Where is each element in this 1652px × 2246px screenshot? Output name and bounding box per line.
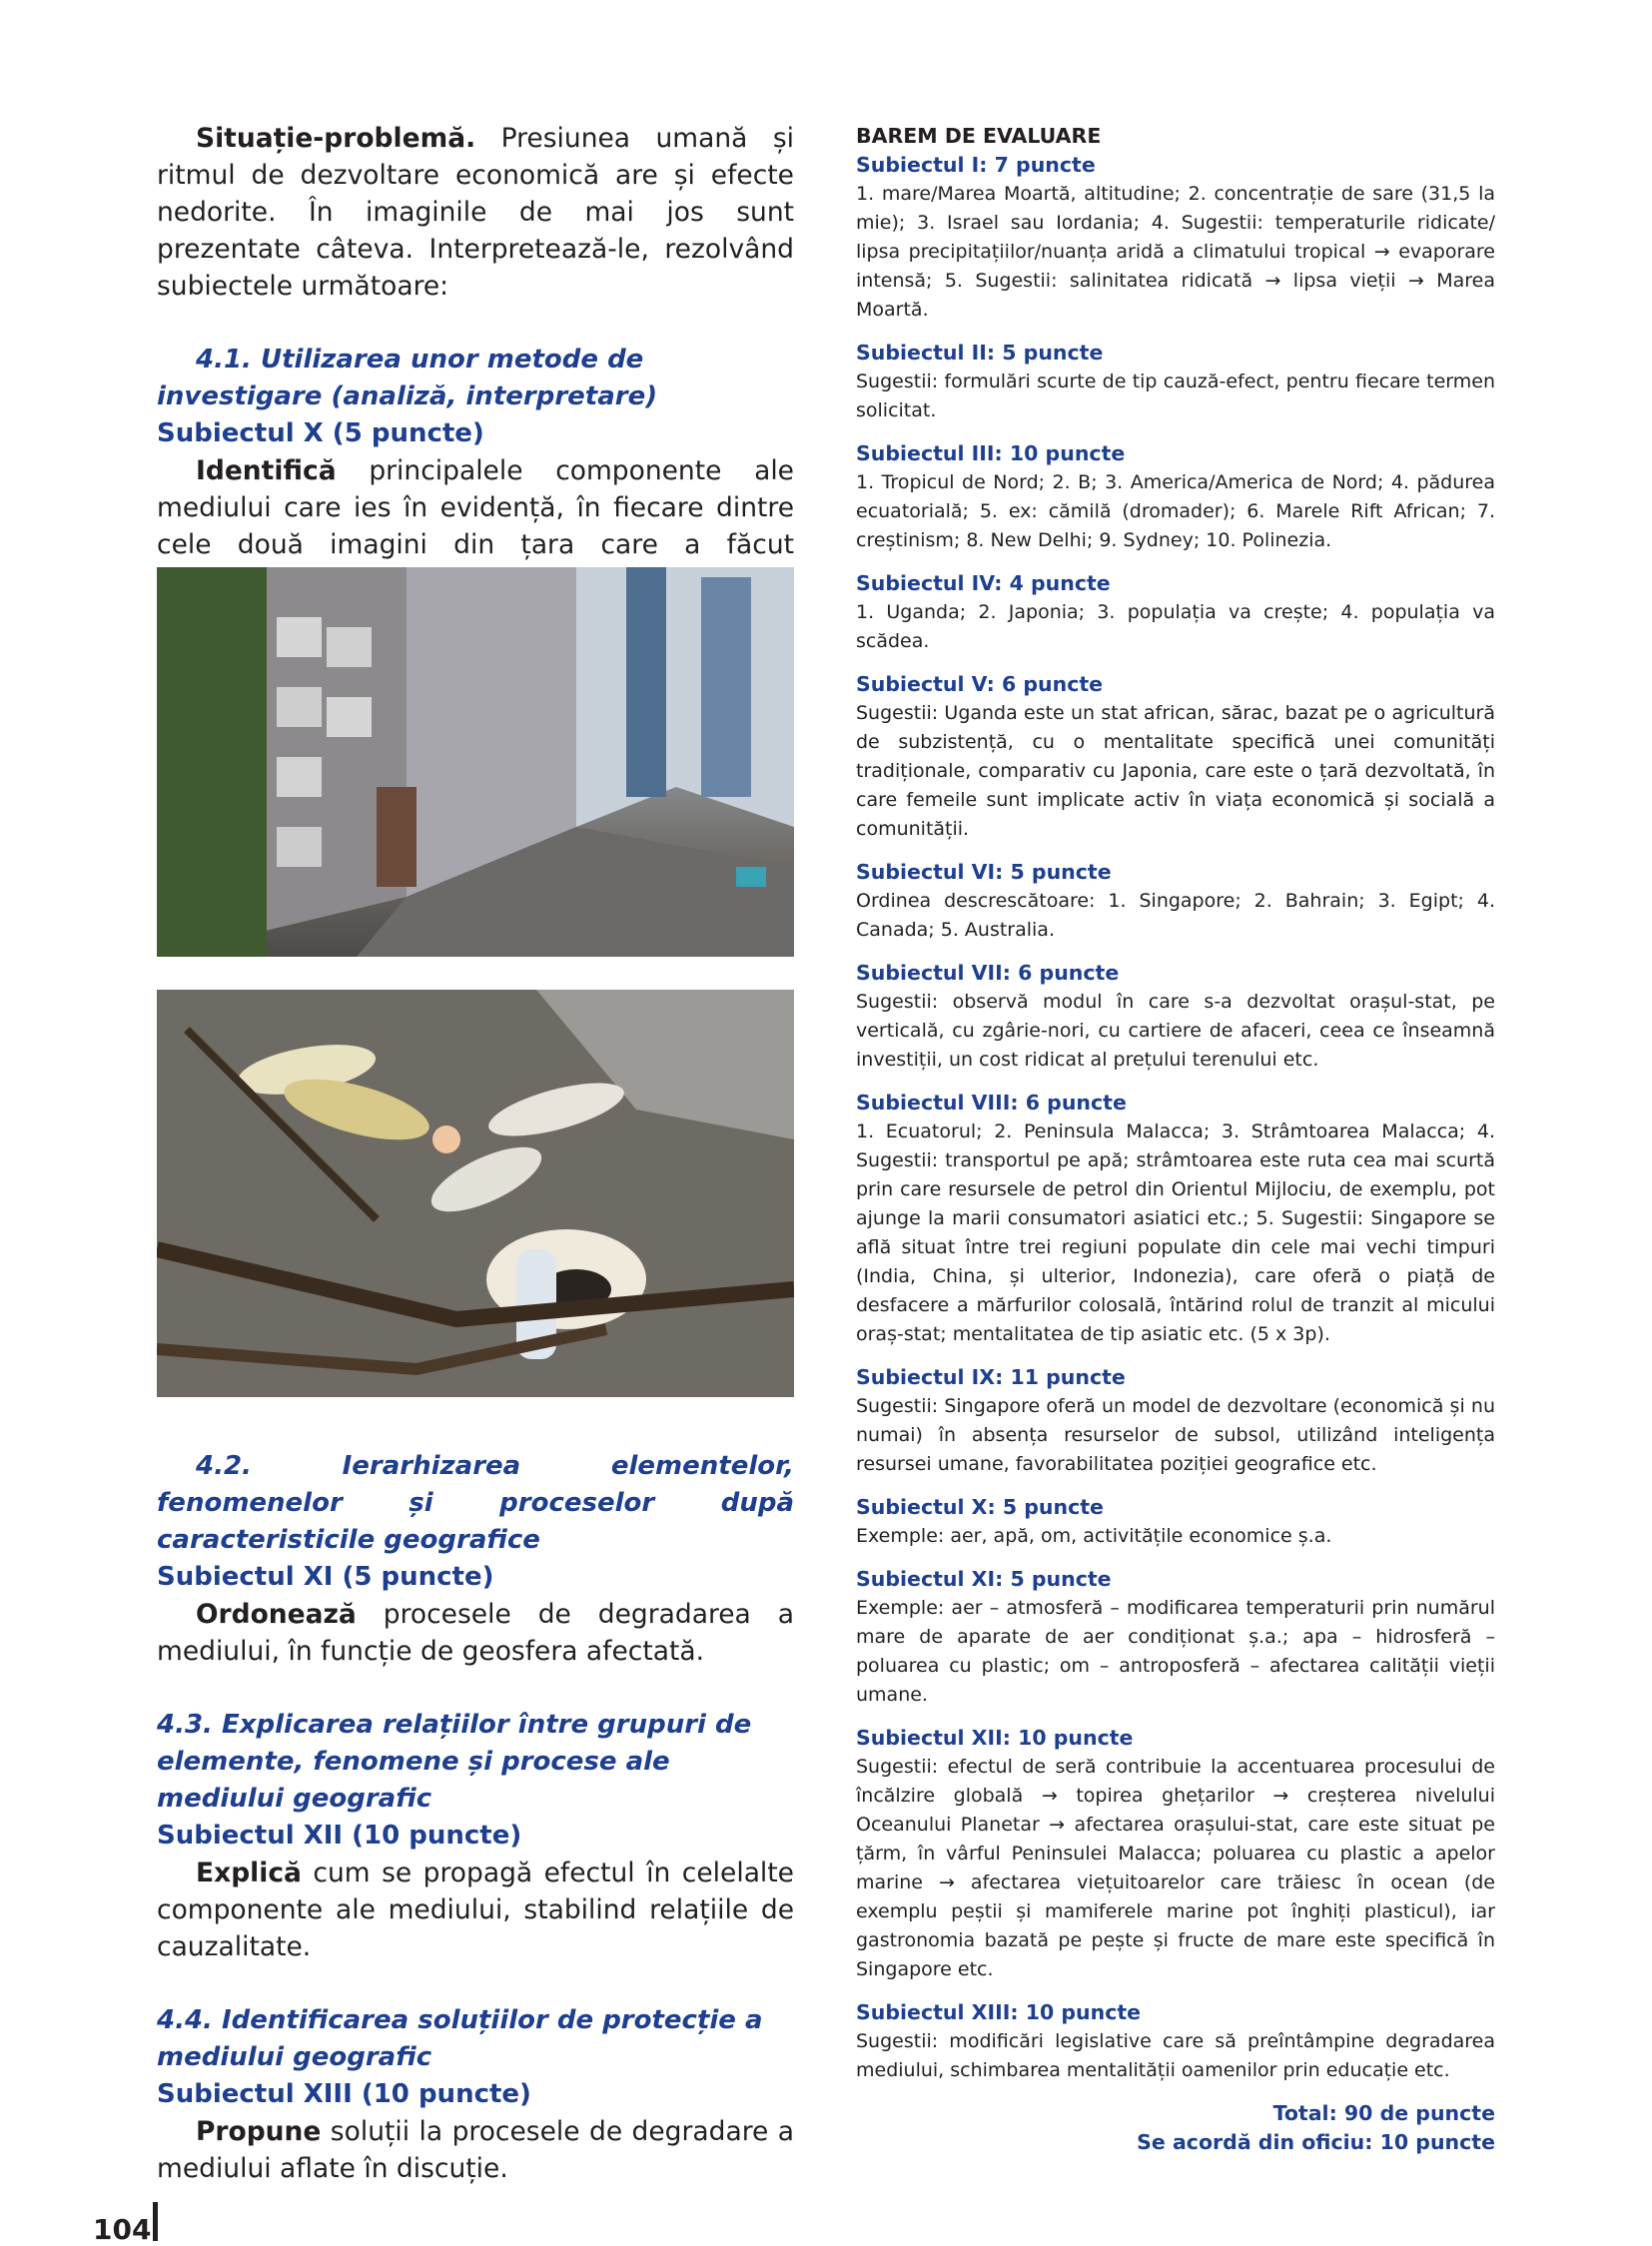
left-column xyxy=(157,120,794,600)
subject-score-heading: Subiectul I: 7 puncte xyxy=(856,153,1096,177)
subject-score-heading: Subiectul III: 10 puncte xyxy=(856,441,1126,465)
subject-score-heading: Subiectul IX: 11 puncte xyxy=(856,1365,1126,1389)
subject-score-heading: Subiectul VIII: 6 puncte xyxy=(856,1091,1127,1115)
subject-xi-heading: Subiectul XI (5 puncte) xyxy=(157,1562,494,1592)
section-4-2-title-text: 4.2. Ierarhizarea elementelor, fenomenelor și proceselor după caracteristicile geografice xyxy=(157,1451,794,1555)
subject-score-answer: Sugestii: observă modul în care s-a dezvoltat orașul-stat, pe verticală, cu zgârie-nori, cu cartiere de afaceri, ceea ce înseamnă investiții, un cost ridicat al prețului terenului etc. xyxy=(856,991,1495,1071)
subject-score-answer: Exemple: aer – atmosferă – modificarea temperaturii prin numărul mare de aparate de aer condiționat ș.a.; apa – hidrosferă – poluarea cu plastic; om – antroposferă – afectarea calității vieții umane. xyxy=(856,1597,1495,1706)
subject-xii-heading: Subiectul XII (10 puncte) xyxy=(157,1821,522,1851)
subject-x-text: principalele componente ale mediului care ies în evidență, în fiecare dintre cele două imagini din țara care a făcut xyxy=(157,455,794,560)
subject-score-answer: Exemple: aer, apă, om, activitățile economice ș.a. xyxy=(856,1525,1332,1547)
subject-score-heading: Subiectul VI: 5 puncte xyxy=(856,860,1112,884)
alley-illustration xyxy=(157,567,794,957)
beach-illustration xyxy=(157,990,794,1397)
subject-xiii-text: soluții la procesele de degradare a mediului aflate în discuție. xyxy=(157,2116,794,2184)
subject-xii-text: cum se propagă efectul în celelalte componente ale mediului, stabilind relațiile de cauzalitate. xyxy=(157,1858,794,1962)
subject-score-answer: 1. Ecuatorul; 2. Peninsula Malacca; 3. Strâmtoarea Malacca; 4. Sugestii: transportul pe apă; strâmtoarea este ruta cea mai scurtă prin care resursele de petrol din Orientul Mijlociu, de exemplu, pot ajunge la marii consumatori asiatici etc.; 5. Sugestii: Singapore se află situat între trei regiuni populate din cele mai vechi timpuri (India, China, și ulterior, Indonezia), care oferă o piață de desfacere a mărfurilor colosală, întărind rolul de tranzit al micului oraș-stat; mentalitatea de tip asiatic etc. (5 x 3p). xyxy=(856,1121,1495,1345)
subject-score-heading: Subiectul XII: 10 puncte xyxy=(856,1726,1134,1750)
intro-text: Presiunea umană și ritmul de dezvoltare economică are și efecte nedorite. În imaginile de mai jos sunt prezentate câteva. Interpretează-le, rezolvând subiectele următoare: xyxy=(157,123,794,302)
subject-x-lead: Identifică xyxy=(196,455,337,486)
subject-x-heading: Subiectul X (5 puncte) xyxy=(157,418,484,448)
subject-score-heading: Subiectul XIII: 10 puncte xyxy=(856,2000,1142,2024)
subject-score-answer: 1. Uganda; 2. Japonia; 3. populația va crește; 4. populația va scădea. xyxy=(856,601,1495,652)
subject-xii-task xyxy=(157,1855,794,1965)
subject-xi-task xyxy=(157,1596,794,1670)
subject-score-heading: Subiectul X: 5 puncte xyxy=(856,1495,1104,1519)
subject-score-answer: Ordinea descrescătoare: 1. Singapore; 2. Bahrain; 3. Egipt; 4. Canada; 5. Australia. xyxy=(856,890,1495,941)
evaluation-items xyxy=(856,151,1495,2085)
intro-paragraph xyxy=(157,120,794,305)
subject-score-heading: Subiectul V: 6 puncte xyxy=(856,672,1104,696)
photo-alley-air-conditioners xyxy=(157,567,794,957)
left-column-lower xyxy=(157,1448,794,2187)
subject-xi-text: procesele de degradarea a mediului, în funcție de geosfera afectată. xyxy=(157,1599,794,1667)
section-4-4-title: 4.4. Identificarea soluțiilor de protecție a mediului geografic xyxy=(157,2005,763,2072)
intro-lead: Situație-problemă. xyxy=(196,123,476,154)
official-points: Se acordă din oficiu: 10 puncte xyxy=(1137,2130,1495,2154)
subject-score-answer: Sugestii: Uganda este un stat african, sărac, bazat pe o agricultură de subzistență, cu o mentalitate specifică unei comunități tradiționale, comparativ cu Japonia, care este o țară dezvoltată, în care femeile sunt implicate activ în viața economică și socială a comunității. xyxy=(856,702,1495,840)
total-points: Total: 90 de puncte xyxy=(1272,2101,1495,2125)
page-number: 104 xyxy=(93,2213,152,2246)
section-4-2-title xyxy=(157,1448,794,1559)
evaluation-heading: BAREM DE EVALUARE xyxy=(856,124,1102,148)
section-4-3-title: 4.3. Explicarea relațiilor între grupuri de elemente, fenomene și procese ale mediului geografic xyxy=(157,1710,752,1814)
subject-score-answer: 1. Tropicul de Nord; 2. B; 3. America/America de Nord; 4. pădurea ecuatorială; 5. ex: cămilă (dromader); 6. Marele Rift African; 7. creștinism; 8. New Delhi; 9. Sydney; 10. Polinezia. xyxy=(856,471,1495,551)
subject-score-answer: Sugestii: formulări scurte de tip cauză-efect, pentru fiecare termen solicitat. xyxy=(856,371,1495,421)
subject-score-heading: Subiectul IV: 4 puncte xyxy=(856,571,1111,595)
subject-xiii-heading: Subiectul XIII (10 puncte) xyxy=(157,2079,531,2109)
evaluation-grid xyxy=(856,122,1495,2157)
subject-score-heading: Subiectul XI: 5 puncte xyxy=(856,1567,1112,1591)
page-number-bar xyxy=(153,2202,158,2241)
subject-score-answer: Sugestii: Singapore oferă un model de dezvoltare (economică și nu numai) în absența resurselor de subsol, utilizând inteligența resursei umane, favorabilitatea poziției geografice etc. xyxy=(856,1395,1495,1475)
subject-xii-lead: Explică xyxy=(196,1858,302,1888)
subject-xiii-lead: Propune xyxy=(196,2116,322,2147)
subject-xi-lead: Ordonează xyxy=(196,1599,357,1630)
section-4-1-title-text: 4.1. Utilizarea unor metode de investigare (analiză, interpretare) xyxy=(157,345,658,411)
section-4-1-title xyxy=(157,342,794,415)
subject-xiii-task xyxy=(157,2113,794,2187)
subject-score-answer: Sugestii: efectul de seră contribuie la accentuarea procesului de încălzire globală → topirea ghețarilor → creșterea nivelului Oceanului Planetar → afectarea orașului-stat, care este situat pe țărm, în vârful Peninsulei Malacca; poluarea cu plastic a apelor marine → afectarea viețuitoarelor care trăiesc în ocean (de exemplu peștii și mamiferele marine pot înghiți plasticul), iar gastronomia bazată pe pește și fructe de mare este specifică în Singapore etc. xyxy=(856,1756,1495,1980)
subject-score-heading: Subiectul VII: 6 puncte xyxy=(856,961,1120,985)
subject-score-heading: Subiectul II: 5 puncte xyxy=(856,341,1104,365)
subject-score-answer: Sugestii: modificări legislative care să preîntâmpine degradarea mediului, schimbarea mentalității oamenilor prin educație etc. xyxy=(856,2030,1495,2081)
subject-score-answer: 1. mare/Marea Moartă, altitudine; 2. concentrație de sare (31,5 la mie); 3. Israel sau Iordania; 4. Sugestii: temperaturile ridicate/ lipsa precipitațiilor/nuanța aridă a climatului tropical → evaporare intensă; 5. Sugestii: salinitatea ridicată → lipsa vieții → Marea Moartă. xyxy=(856,183,1495,321)
photo-plastic-bottles-beach xyxy=(157,990,794,1397)
